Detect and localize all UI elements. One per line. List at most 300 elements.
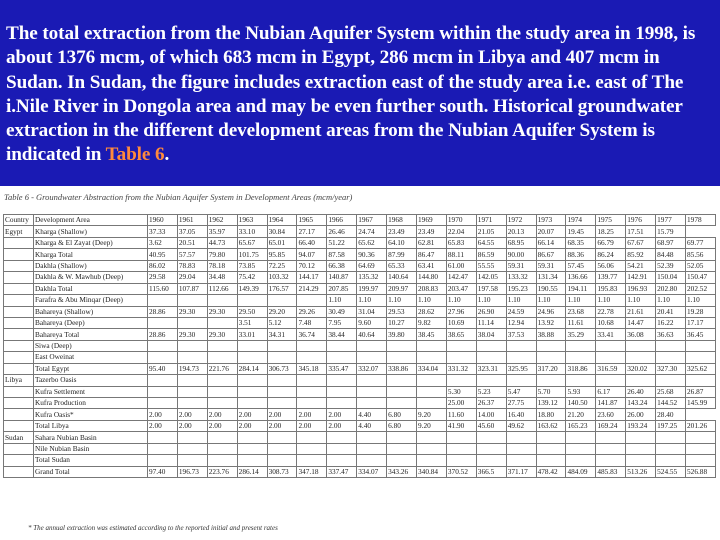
value-cell: 1.10	[626, 295, 656, 306]
value-cell: 203.47	[446, 283, 476, 294]
value-cell: 37.53	[506, 329, 536, 340]
value-cell: 73.85	[237, 260, 267, 271]
column-header-year: 1969	[417, 215, 447, 226]
value-cell: 202.80	[656, 283, 686, 294]
value-cell: 3.62	[148, 237, 178, 248]
value-cell: 197.25	[656, 420, 686, 431]
value-cell: 23.68	[566, 306, 596, 317]
value-cell: 27.96	[446, 306, 476, 317]
value-cell: 338.86	[387, 363, 417, 374]
value-cell	[148, 398, 178, 409]
value-cell	[267, 375, 297, 386]
value-cell: 199.97	[357, 283, 387, 294]
column-header-year: 1960	[148, 215, 178, 226]
value-cell	[536, 432, 566, 443]
table-row	[4, 340, 716, 351]
value-cell	[596, 455, 626, 466]
value-cell: 196.73	[177, 466, 207, 477]
value-cell: 7.48	[297, 317, 327, 328]
value-cell: 56.06	[596, 260, 626, 271]
country-cell	[4, 386, 34, 397]
value-cell	[207, 340, 237, 351]
value-cell: 27.17	[297, 226, 327, 237]
value-cell: 335.47	[327, 363, 357, 374]
column-header-year: 1964	[267, 215, 297, 226]
table-row	[4, 226, 716, 237]
value-cell: 90.00	[506, 249, 536, 260]
value-cell: 10.68	[596, 317, 626, 328]
value-cell: 1.10	[446, 295, 476, 306]
value-cell: 72.25	[267, 260, 297, 271]
value-cell	[566, 432, 596, 443]
value-cell	[177, 398, 207, 409]
value-cell: 142.91	[626, 272, 656, 283]
value-cell: 29.30	[177, 306, 207, 317]
value-cell: 33.41	[596, 329, 626, 340]
value-cell: 88.11	[446, 249, 476, 260]
value-cell	[387, 352, 417, 363]
value-cell: 38.45	[417, 329, 447, 340]
country-cell	[4, 466, 34, 477]
value-cell	[148, 317, 178, 328]
value-cell: 195.23	[506, 283, 536, 294]
value-cell: 25.68	[656, 386, 686, 397]
value-cell: 5.70	[536, 386, 566, 397]
value-cell: 33.10	[237, 226, 267, 237]
country-cell	[4, 455, 34, 466]
value-cell: 195.83	[596, 283, 626, 294]
value-cell: 2.00	[207, 409, 237, 420]
value-cell: 196.93	[626, 283, 656, 294]
value-cell: 26.37	[476, 398, 506, 409]
value-cell	[626, 340, 656, 351]
value-cell: 337.47	[327, 466, 357, 477]
value-cell: 22.04	[446, 226, 476, 237]
value-cell	[237, 375, 267, 386]
value-cell: 2.00	[237, 420, 267, 431]
value-cell: 193.24	[626, 420, 656, 431]
value-cell	[656, 432, 686, 443]
value-cell: 334.07	[357, 466, 387, 477]
country-cell	[4, 352, 34, 363]
country-cell	[4, 329, 34, 340]
value-cell: 87.99	[387, 249, 417, 260]
value-cell: 334.04	[417, 363, 447, 374]
country-cell: Egypt	[4, 226, 34, 237]
value-cell	[267, 455, 297, 466]
value-cell	[566, 352, 596, 363]
value-cell	[446, 352, 476, 363]
value-cell	[177, 317, 207, 328]
value-cell: 49.62	[506, 420, 536, 431]
value-cell: 97.40	[148, 466, 178, 477]
value-cell	[476, 455, 506, 466]
value-cell: 12.94	[506, 317, 536, 328]
value-cell	[476, 352, 506, 363]
value-cell: 306.73	[267, 363, 297, 374]
value-cell: 65.83	[446, 237, 476, 248]
area-cell: Grand Total	[34, 466, 148, 477]
value-cell	[148, 375, 178, 386]
table-row	[4, 317, 716, 328]
value-cell	[656, 352, 686, 363]
column-header-year: 1970	[446, 215, 476, 226]
value-cell	[596, 352, 626, 363]
value-cell: 59.31	[536, 260, 566, 271]
value-cell	[267, 386, 297, 397]
area-cell: Total Sudan	[34, 455, 148, 466]
value-cell	[417, 398, 447, 409]
value-cell	[566, 443, 596, 454]
value-cell: 36.63	[656, 329, 686, 340]
value-cell: 52.39	[656, 260, 686, 271]
value-cell: 286.14	[237, 466, 267, 477]
value-cell: 317.20	[536, 363, 566, 374]
slide-text	[6, 22, 714, 168]
value-cell: 61.00	[446, 260, 476, 271]
value-cell: 207.85	[327, 283, 357, 294]
value-cell	[446, 443, 476, 454]
area-cell: Nile Nubian Basin	[34, 443, 148, 454]
value-cell	[566, 455, 596, 466]
value-cell: 176.57	[267, 283, 297, 294]
value-cell: 18.80	[536, 409, 566, 420]
country-cell	[4, 237, 34, 248]
column-header-year: 1962	[207, 215, 237, 226]
value-cell	[327, 352, 357, 363]
column-header-year: 1975	[596, 215, 626, 226]
value-cell: 21.61	[626, 306, 656, 317]
value-cell: 7.95	[327, 317, 357, 328]
value-cell: 34.48	[207, 272, 237, 283]
value-cell	[297, 295, 327, 306]
country-cell	[4, 283, 34, 294]
value-cell: 1.10	[417, 295, 447, 306]
value-cell: 142.05	[476, 272, 506, 283]
value-cell: 149.39	[237, 283, 267, 294]
table-caption: Table 6 - Groundwater Abstraction from the Nubian Aquifer System in Development Areas (mcm/year)	[4, 192, 353, 202]
value-cell	[506, 375, 536, 386]
value-cell: 201.26	[686, 420, 716, 431]
table-row	[4, 363, 716, 374]
value-cell	[626, 455, 656, 466]
area-cell: Farafra & Abu Minqar (Deep)	[34, 295, 148, 306]
value-cell	[506, 443, 536, 454]
value-cell: 38.88	[536, 329, 566, 340]
value-cell: 29.30	[207, 329, 237, 340]
value-cell	[387, 455, 417, 466]
value-cell: 29.26	[297, 306, 327, 317]
value-cell: 64.69	[357, 260, 387, 271]
table-row	[4, 386, 716, 397]
value-cell	[267, 398, 297, 409]
value-cell: 107.87	[177, 283, 207, 294]
value-cell	[357, 352, 387, 363]
value-cell	[297, 455, 327, 466]
value-cell: 86.59	[476, 249, 506, 260]
value-cell: 9.60	[357, 317, 387, 328]
value-cell: 20.51	[177, 237, 207, 248]
country-cell	[4, 306, 34, 317]
value-cell	[207, 398, 237, 409]
value-cell: 150.47	[686, 272, 716, 283]
value-cell: 64.55	[476, 237, 506, 248]
value-cell: 194.11	[566, 283, 596, 294]
country-cell: Sudan	[4, 432, 34, 443]
value-cell: 16.22	[656, 317, 686, 328]
value-cell	[177, 375, 207, 386]
value-cell	[476, 340, 506, 351]
value-cell: 21.05	[476, 226, 506, 237]
value-cell: 140.64	[387, 272, 417, 283]
value-cell: 57.57	[177, 249, 207, 260]
value-cell	[566, 340, 596, 351]
value-cell	[297, 398, 327, 409]
value-cell	[626, 432, 656, 443]
value-cell: 165.23	[566, 420, 596, 431]
area-cell: Dakhla (Shallow)	[34, 260, 148, 271]
table-row	[4, 432, 716, 443]
value-cell: 9.82	[417, 317, 447, 328]
value-cell: 202.52	[686, 283, 716, 294]
value-cell: 62.81	[417, 237, 447, 248]
table-row	[4, 455, 716, 466]
value-cell	[656, 375, 686, 386]
value-cell: 1.10	[327, 295, 357, 306]
value-cell: 79.80	[207, 249, 237, 260]
value-cell	[656, 340, 686, 351]
value-cell: 14.00	[476, 409, 506, 420]
value-cell: 40.95	[148, 249, 178, 260]
value-cell	[506, 455, 536, 466]
value-cell	[177, 295, 207, 306]
value-cell	[148, 386, 178, 397]
table-container	[3, 214, 715, 478]
column-header-year: 1978	[686, 215, 716, 226]
value-cell: 29.30	[207, 306, 237, 317]
value-cell	[148, 443, 178, 454]
value-cell	[476, 375, 506, 386]
value-cell: 85.56	[686, 249, 716, 260]
value-cell: 87.58	[327, 249, 357, 260]
value-cell: 94.07	[297, 249, 327, 260]
value-cell: 370.52	[446, 466, 476, 477]
area-cell: Kharga (Shallow)	[34, 226, 148, 237]
value-cell	[297, 443, 327, 454]
value-cell	[626, 375, 656, 386]
column-header-year: 1972	[506, 215, 536, 226]
column-header-year: 1974	[566, 215, 596, 226]
value-cell	[417, 375, 447, 386]
country-cell	[4, 340, 34, 351]
value-cell: 5.23	[476, 386, 506, 397]
country-cell	[4, 409, 34, 420]
value-cell: 6.80	[387, 420, 417, 431]
value-cell	[656, 455, 686, 466]
value-cell: 29.04	[177, 272, 207, 283]
value-cell	[536, 443, 566, 454]
value-cell	[267, 432, 297, 443]
value-cell	[237, 352, 267, 363]
slide-banner	[0, 0, 720, 186]
value-cell: 66.14	[536, 237, 566, 248]
value-cell: 5.47	[506, 386, 536, 397]
value-cell: 2.00	[327, 409, 357, 420]
area-cell: Siwa (Deep)	[34, 340, 148, 351]
value-cell	[327, 443, 357, 454]
value-cell: 136.66	[566, 272, 596, 283]
value-cell: 59.31	[506, 260, 536, 271]
value-cell: 95.40	[148, 363, 178, 374]
value-cell: 19.28	[686, 306, 716, 317]
value-cell: 34.31	[267, 329, 297, 340]
country-cell	[4, 363, 34, 374]
area-cell: Total Libya	[34, 420, 148, 431]
value-cell: 1.10	[387, 295, 417, 306]
value-cell: 54.21	[626, 260, 656, 271]
value-cell: 2.00	[267, 409, 297, 420]
value-cell: 190.55	[536, 283, 566, 294]
value-cell: 52.05	[686, 260, 716, 271]
value-cell: 21.20	[566, 409, 596, 420]
value-cell: 25.00	[446, 398, 476, 409]
value-cell: 24.74	[357, 226, 387, 237]
value-cell: 65.62	[357, 237, 387, 248]
value-cell	[506, 340, 536, 351]
country-cell	[4, 443, 34, 454]
value-cell	[327, 455, 357, 466]
value-cell: 6.17	[596, 386, 626, 397]
column-header-year: 1977	[656, 215, 686, 226]
value-cell: 1.10	[596, 295, 626, 306]
value-cell: 36.08	[626, 329, 656, 340]
value-cell	[417, 455, 447, 466]
country-cell	[4, 317, 34, 328]
value-cell: 11.14	[476, 317, 506, 328]
value-cell: 485.83	[596, 466, 626, 477]
area-cell: Dakhla Total	[34, 283, 148, 294]
table-reference-link[interactable]: Table 6	[105, 144, 165, 166]
value-cell: 1.10	[686, 295, 716, 306]
value-cell: 20.41	[656, 306, 686, 317]
value-cell: 103.32	[267, 272, 297, 283]
value-cell: 38.04	[476, 329, 506, 340]
value-cell: 17.51	[626, 226, 656, 237]
value-cell: 20.07	[536, 226, 566, 237]
value-cell: 95.85	[267, 249, 297, 260]
value-cell: 24.59	[506, 306, 536, 317]
value-cell: 1.10	[536, 295, 566, 306]
value-cell	[357, 386, 387, 397]
value-cell: 163.62	[536, 420, 566, 431]
value-cell	[387, 340, 417, 351]
value-cell: 194.73	[177, 363, 207, 374]
value-cell: 144.80	[417, 272, 447, 283]
area-cell: Kharga Total	[34, 249, 148, 260]
value-cell	[207, 375, 237, 386]
value-cell: 37.05	[177, 226, 207, 237]
value-cell: 2.00	[148, 420, 178, 431]
country-cell	[4, 398, 34, 409]
value-cell	[387, 398, 417, 409]
value-cell: 35.97	[207, 226, 237, 237]
value-cell: 2.00	[207, 420, 237, 431]
column-header-year: 1965	[297, 215, 327, 226]
value-cell: 101.75	[237, 249, 267, 260]
value-cell	[148, 295, 178, 306]
value-cell: 524.55	[656, 466, 686, 477]
value-cell	[297, 386, 327, 397]
banner-text-end: .	[164, 144, 170, 166]
value-cell: 64.10	[387, 237, 417, 248]
value-cell: 133.32	[506, 272, 536, 283]
value-cell: 55.55	[476, 260, 506, 271]
value-cell: 2.00	[327, 420, 357, 431]
value-cell: 331.32	[446, 363, 476, 374]
value-cell: 41.90	[446, 420, 476, 431]
value-cell: 33.01	[237, 329, 267, 340]
value-cell: 5.93	[566, 386, 596, 397]
value-cell	[476, 443, 506, 454]
value-cell: 221.76	[207, 363, 237, 374]
value-cell: 37.33	[148, 226, 178, 237]
value-cell: 2.00	[267, 420, 297, 431]
value-cell: 139.12	[536, 398, 566, 409]
value-cell: 28.86	[148, 329, 178, 340]
value-cell: 38.65	[446, 329, 476, 340]
value-cell: 44.73	[207, 237, 237, 248]
value-cell: 484.09	[566, 466, 596, 477]
value-cell: 140.87	[327, 272, 357, 283]
value-cell: 150.04	[656, 272, 686, 283]
value-cell: 345.18	[297, 363, 327, 374]
table-row	[4, 398, 716, 409]
area-cell: East Oweinat	[34, 352, 148, 363]
value-cell	[177, 443, 207, 454]
country-cell	[4, 249, 34, 260]
value-cell	[327, 398, 357, 409]
value-cell: 30.49	[327, 306, 357, 317]
table-row	[4, 375, 716, 386]
value-cell: 57.45	[566, 260, 596, 271]
value-cell: 141.87	[596, 398, 626, 409]
value-cell: 340.84	[417, 466, 447, 477]
table-row	[4, 352, 716, 363]
column-header-country: Country	[4, 215, 34, 226]
value-cell	[536, 352, 566, 363]
value-cell: 142.47	[446, 272, 476, 283]
value-cell: 78.18	[207, 260, 237, 271]
table-body	[4, 226, 716, 478]
value-cell	[327, 432, 357, 443]
value-cell	[357, 398, 387, 409]
value-cell	[476, 432, 506, 443]
value-cell	[596, 432, 626, 443]
value-cell	[387, 375, 417, 386]
value-cell: 30.84	[267, 226, 297, 237]
value-cell	[207, 443, 237, 454]
value-cell	[237, 386, 267, 397]
value-cell	[446, 432, 476, 443]
value-cell: 86.02	[148, 260, 178, 271]
value-cell: 66.38	[327, 260, 357, 271]
area-cell: Total Egypt	[34, 363, 148, 374]
value-cell	[237, 340, 267, 351]
area-cell: Kufra Settlement	[34, 386, 148, 397]
value-cell: 68.35	[566, 237, 596, 248]
value-cell: 10.27	[387, 317, 417, 328]
table-row	[4, 466, 716, 477]
